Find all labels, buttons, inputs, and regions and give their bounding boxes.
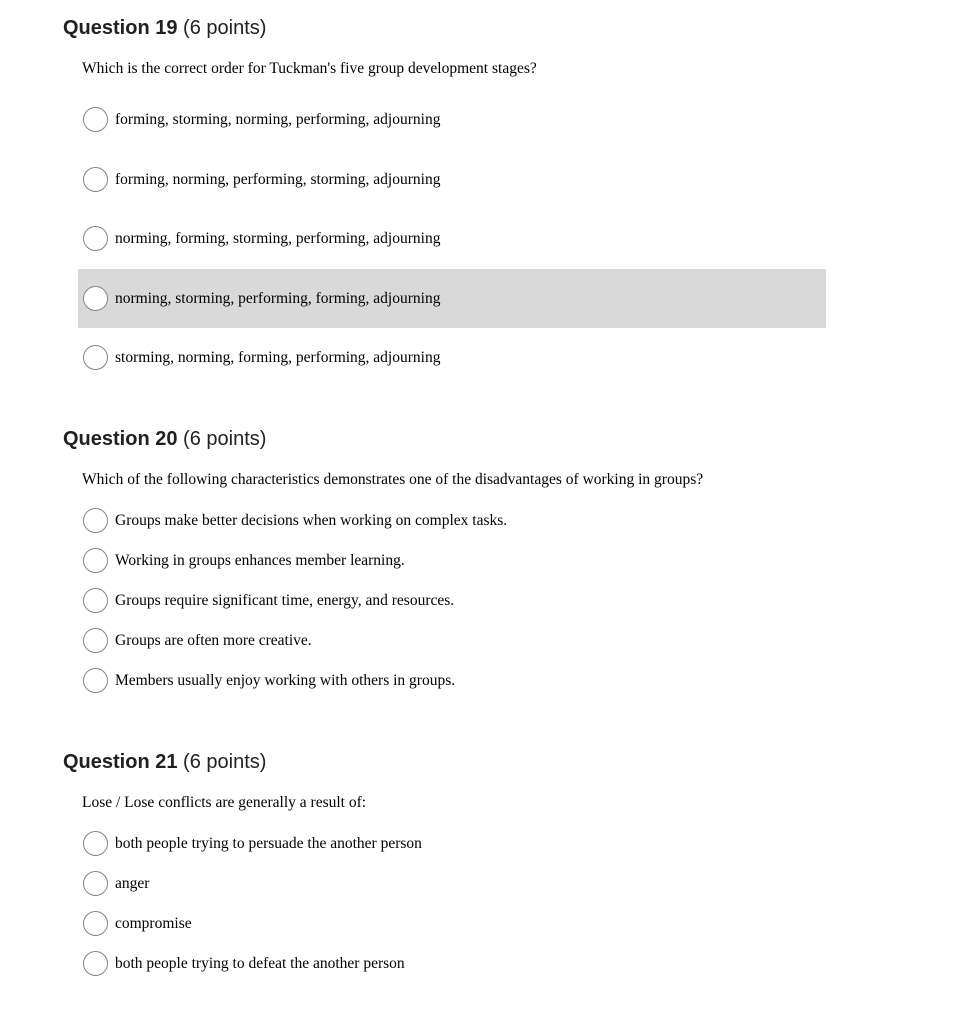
options-list: [78, 501, 826, 701]
radio-button[interactable]: [83, 508, 108, 533]
option-row[interactable]: [78, 269, 826, 329]
option-label[interactable]: Members usually enjoy working with others in groups.: [115, 672, 456, 689]
radio-button[interactable]: [83, 548, 108, 573]
option-label[interactable]: compromise: [115, 915, 192, 932]
option-label[interactable]: forming, norming, performing, storming, adjourning: [115, 170, 441, 188]
option-row[interactable]: [78, 581, 826, 621]
option-label[interactable]: norming, storming, performing, forming, adjourning: [115, 289, 441, 307]
question-points: (6 points): [183, 17, 267, 39]
question-number: Question 20: [63, 427, 178, 450]
option-row[interactable]: [78, 90, 826, 150]
question-number: Question 21: [63, 750, 178, 773]
option-row[interactable]: [78, 864, 826, 904]
radio-button[interactable]: [83, 345, 108, 370]
question-title: [63, 17, 956, 40]
question-title: [63, 428, 956, 451]
question-points: (6 points): [183, 427, 267, 450]
option-row[interactable]: [78, 209, 826, 269]
question-text: Lose / Lose conflicts are generally a result of:: [82, 793, 367, 811]
option-label[interactable]: both people trying to defeat the another person: [115, 955, 405, 972]
option-label[interactable]: Groups require significant time, energy, and resources.: [115, 592, 455, 609]
option-label[interactable]: Working in groups enhances member learning.: [115, 552, 405, 569]
question-block-21: [63, 751, 956, 984]
option-label[interactable]: storming, norming, forming, performing, adjourning: [115, 349, 441, 367]
option-label[interactable]: both people trying to persuade the another person: [115, 835, 422, 852]
question-points: (6 points): [183, 750, 267, 773]
option-label[interactable]: forming, storming, norming, performing, adjourning: [115, 111, 441, 129]
radio-button[interactable]: [83, 668, 108, 693]
radio-button[interactable]: [83, 286, 108, 311]
question-number: Question 19: [63, 17, 178, 39]
radio-button[interactable]: [83, 831, 108, 856]
option-row[interactable]: [78, 824, 826, 864]
option-label[interactable]: Groups are often more creative.: [115, 632, 312, 649]
options-list: [78, 824, 826, 984]
question-text: Which is the correct order for Tuckman's five group development stages?: [82, 60, 537, 77]
radio-button[interactable]: [83, 588, 108, 613]
radio-button[interactable]: [83, 871, 108, 896]
radio-button[interactable]: [83, 911, 108, 936]
option-row[interactable]: [78, 328, 826, 388]
option-row[interactable]: [78, 904, 826, 944]
question-text: Which of the following characteristics demonstrates one of the disadvantages of working in groups?: [82, 470, 704, 488]
option-label[interactable]: Groups make better decisions when working on complex tasks.: [115, 512, 508, 529]
option-row[interactable]: [78, 621, 826, 661]
option-label[interactable]: norming, forming, storming, performing, adjourning: [115, 230, 441, 248]
radio-button[interactable]: [83, 226, 108, 251]
question-block-19: [63, 17, 956, 388]
radio-button[interactable]: [83, 107, 108, 132]
radio-button[interactable]: [83, 951, 108, 976]
options-list: [78, 90, 826, 388]
option-label[interactable]: anger: [115, 875, 150, 892]
option-row[interactable]: [78, 944, 826, 984]
radio-button[interactable]: [83, 628, 108, 653]
question-block-20: [63, 428, 956, 701]
option-row[interactable]: [78, 501, 826, 541]
option-row[interactable]: [78, 150, 826, 210]
question-title: [63, 751, 956, 774]
option-row[interactable]: [78, 661, 826, 701]
radio-button[interactable]: [83, 167, 108, 192]
option-row[interactable]: [78, 541, 826, 581]
